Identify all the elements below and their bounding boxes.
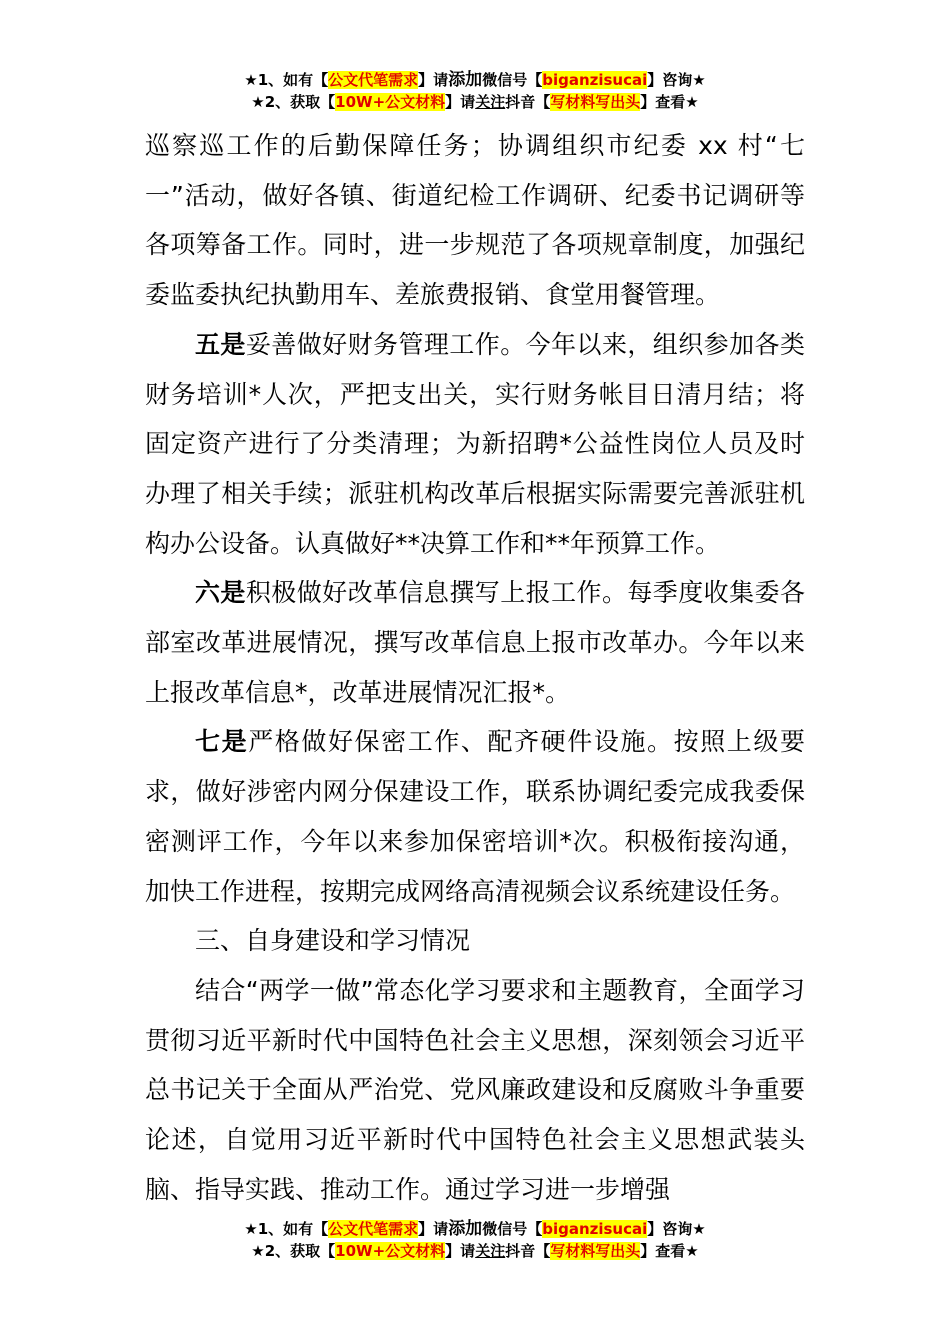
highlight-wechat-id: biganzisucai: [542, 1220, 648, 1238]
star-icon: ★: [692, 1220, 706, 1238]
star-icon: ★: [685, 1242, 699, 1260]
paragraph-lead: 六是: [195, 578, 246, 608]
footer-promo-banner: [0, 1218, 950, 1262]
star-icon: ★: [685, 93, 699, 111]
paragraph-lead: 五是: [195, 329, 246, 359]
document-body: [145, 121, 805, 1214]
star-icon: ★: [244, 1220, 258, 1238]
paragraph-lead: 七是: [195, 727, 249, 757]
star-icon: ★: [251, 1242, 265, 1260]
section-heading: 三、自身建设和学习情况: [195, 926, 471, 956]
promo-line-2: ★2、获取【10W+公文材料】请关注抖音【写材料写出头】查看★: [251, 1242, 699, 1260]
paragraph: 结合“两学一做”常态化学习要求和主题教育，全面学习贯彻习近平新时代中国特色社会主义思想，深刻领会习近平总书记关于全面从严治党、党风廉政建设和反腐败斗争重要论述，自觉用习近平新时代中国特色社会主义思想武装头脑、指导实践、推动工作。通过学习进一步增强: [145, 975, 805, 1204]
highlight-wechat-id: biganzisucai: [542, 71, 648, 89]
highlight-materials: 10W+公文材料: [335, 93, 446, 111]
paragraph: 巡察巡工作的后勤保障任务；协调组织市纪委 xx 村“七一”活动，做好各镇、街道纪检工作调研、纪委书记调研等各项筹备工作。同时，进一步规范了各项规章制度，加强纪委监委执纪执勤用车、差旅费报销、食堂用餐管理。: [145, 131, 805, 310]
highlight-service: 公文代笔需求: [328, 1220, 419, 1238]
highlight-douyin: 写材料写出头: [550, 93, 641, 111]
paragraph: 七是严格做好保密工作、配齐硬件设施。按照上级要求，做好涉密内网分保建设工作，联系协调纪委完成我委保密测评工作，今年以来参加保密培训*次。积极衔接沟通，加快工作进程，按期完成网络高清视频会议系统建设任务。: [145, 727, 805, 906]
paragraph: 六是积极做好改革信息撰写上报工作。每季度收集委各部室改革进展情况，撰写改革信息上报市改革办。今年以来上报改革信息*，改革进展情况汇报*。: [145, 578, 805, 707]
star-icon: ★: [251, 93, 265, 111]
promo-line-2: ★2、获取【10W+公文材料】请关注抖音【写材料写出头】查看★: [251, 93, 699, 111]
promo-line-1: ★1、如有【公文代笔需求】请添加微信号【biganzisucai】咨询★: [244, 1219, 706, 1239]
highlight-douyin: 写材料写出头: [550, 1242, 641, 1260]
highlight-materials: 10W+公文材料: [335, 1242, 446, 1260]
star-icon: ★: [244, 71, 258, 89]
header-promo-banner: [0, 69, 950, 113]
promo-line-1: ★1、如有【公文代笔需求】请添加微信号【biganzisucai】咨询★: [244, 70, 706, 90]
paragraph: 五是妥善做好财务管理工作。今年以来，组织参加各类财务培训*人次，严把支出关，实行财务帐目日清月结；将固定资产进行了分类清理；为新招聘*公益性岗位人员及时办理了相关手续；派驻机构改革后根据实际需要完善派驻机构办公设备。认真做好**决算工作和**年预算工作。: [145, 329, 805, 558]
star-icon: ★: [692, 71, 706, 89]
highlight-service: 公文代笔需求: [328, 71, 419, 89]
